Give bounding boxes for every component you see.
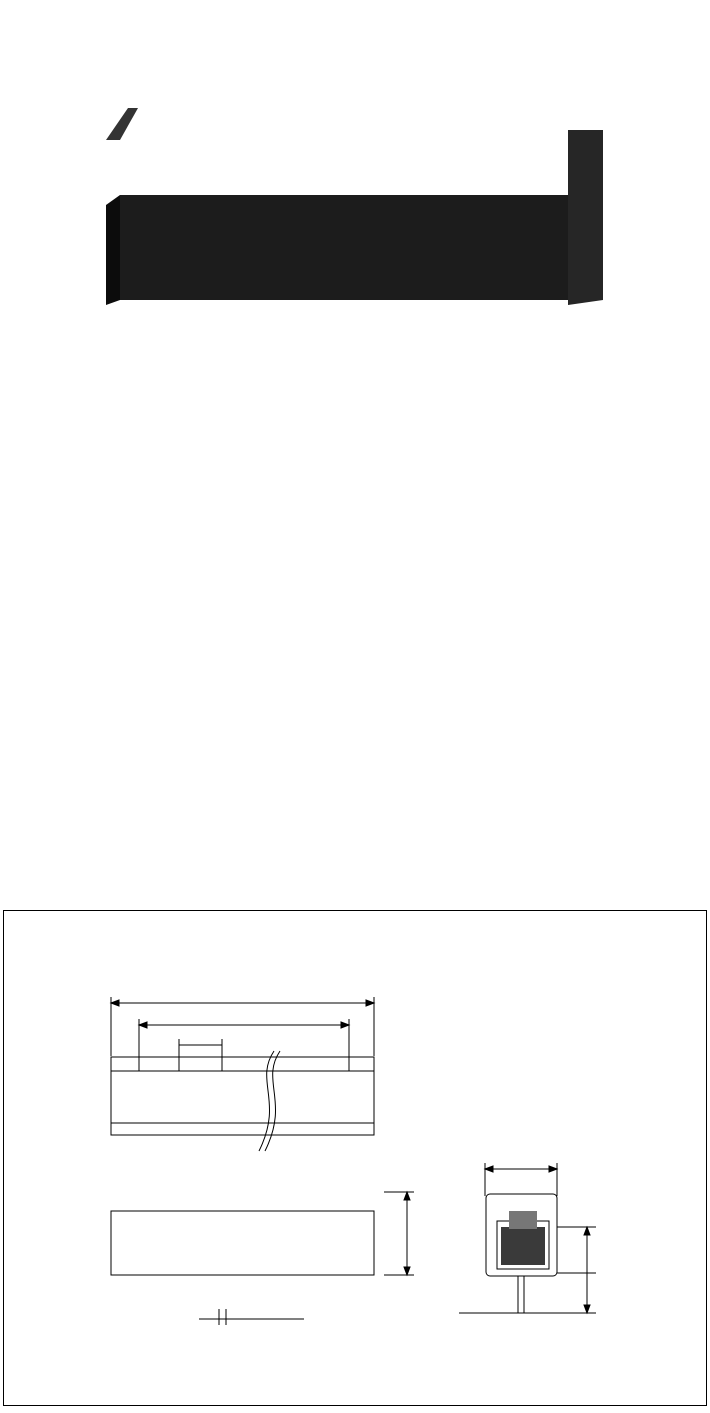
- technical-drawing: [3, 910, 707, 1406]
- terminal-block-photo: [98, 100, 608, 325]
- dimension-drawing: [4, 911, 706, 1405]
